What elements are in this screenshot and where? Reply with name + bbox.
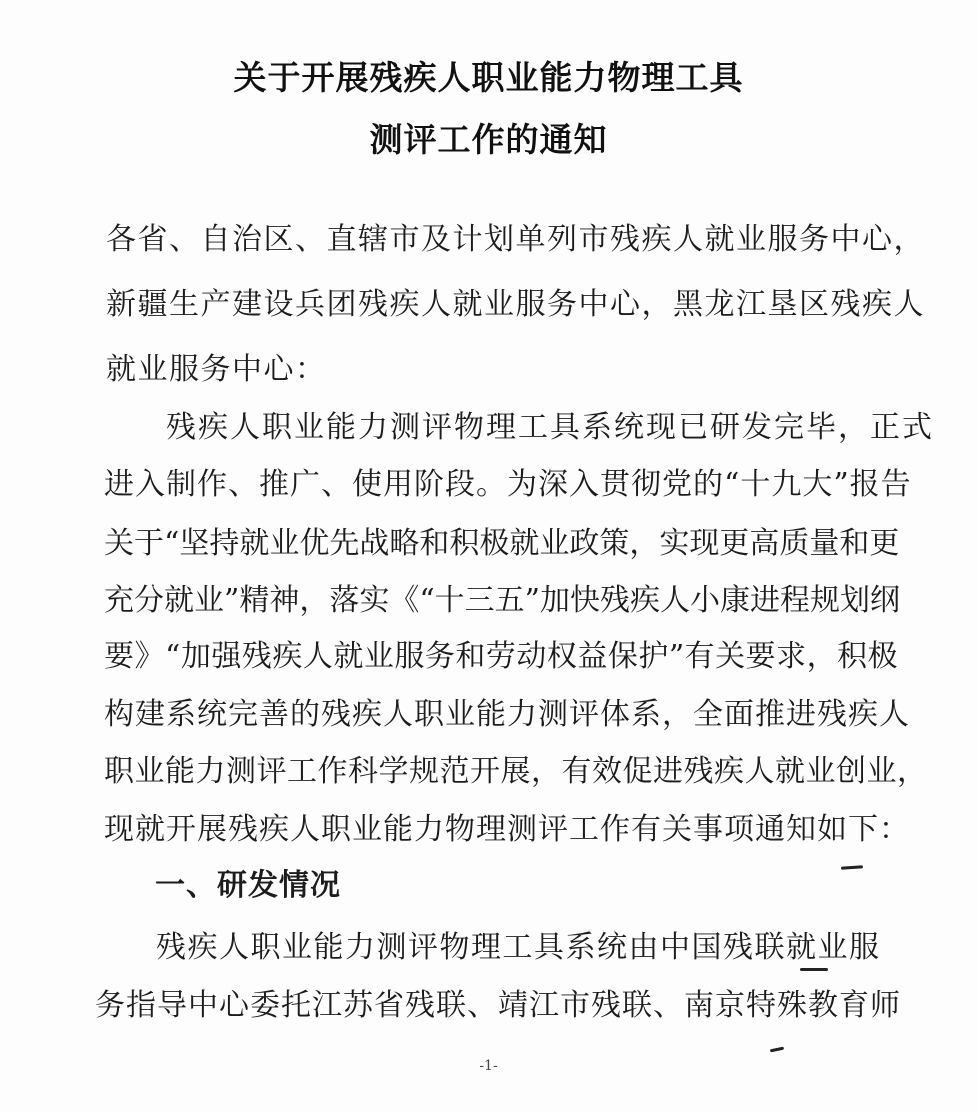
paragraph-line: 现就开展残疾人职业能力物理测评工作有关事项通知如下： [104,812,910,847]
paragraph-line: 残疾人职业能力测评物理工具系统现已研发完毕，正式 [166,410,934,445]
salutation-line: 新疆生产建设兵团残疾人就业服务中心，黑龙江垦区残疾人 [106,287,925,322]
document-title-line-1: 关于开展残疾人职业能力物理工具 [233,58,744,97]
paragraph-line: 职业能力测评工作科学规范开展，有效促进残疾人就业创业， [104,754,928,789]
paragraph-line: 关于“坚持就业优先战略和积极就业政策，实现更高质量和更 [104,526,900,561]
document-title-line-2: 测评工作的通知 [369,120,608,159]
paragraph-line: 进入制作、推广、使用阶段。为深入贯彻党的“十九大”报告 [104,467,912,502]
section-heading: 一、研发情况 [155,868,341,903]
pen-mark [770,1047,784,1053]
pen-mark [841,865,863,870]
paragraph-line: 充分就业”精神，落实《“十三五”加快残疾人小康进程规划纲 [104,583,901,618]
pen-mark [800,968,828,971]
page-number: -1- [479,1058,498,1074]
paragraph-line: 务指导中心委托江苏省残联、靖江市残联、南京特殊教育师 [95,988,901,1023]
salutation-line: 就业服务中心： [106,352,327,387]
paragraph-line: 残疾人职业能力测评物理工具系统由中国残联就业服 [156,930,881,965]
paragraph-line: 构建系统完善的残疾人职业能力测评体系，全面推进残疾人 [104,697,910,732]
salutation-line: 各省、自治区、直辖市及计划单列市残疾人就业服务中心， [106,222,925,257]
paragraph-line: 要》“加强残疾人就业服务和劳动权益保护”有关要求，积极 [104,639,899,674]
